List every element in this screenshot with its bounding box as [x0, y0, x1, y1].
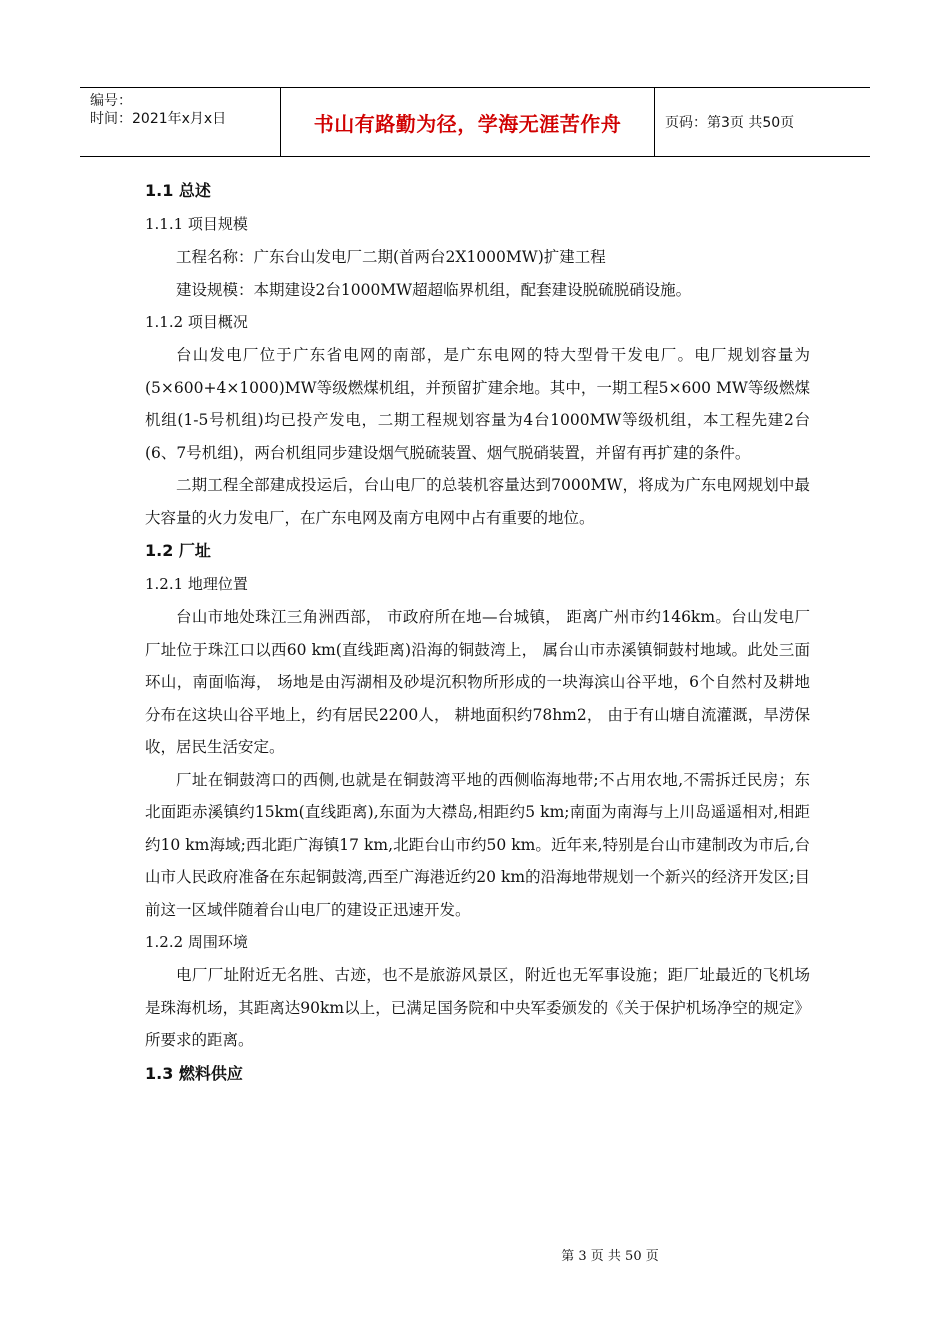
geography-paragraph-1: 台山市地处珠江三角洲西部， 市政府所在地—台城镇， 距离广州市约146km。台山发电厂厂址位于珠江口以西60 km(直线距离)沿海的铜鼓湾上， 属台山市赤溪镇铜鼓村地域。此处三面环山，南面临海， 场地是由泻湖相及砂堤沉积物所形成的一块海滨山谷平地，6个自然村及耕地分布在这块山谷平地上，约有居民2200人， 耕地面积约78hm2， 由于有山塘自流灌溉，旱涝保收，居民生活安定。 [145, 608, 810, 756]
header-motto: 书山有路勤为径，学海无涯苦作舟 [281, 88, 655, 156]
section-heading-1-3: 1.3 燃料供应 [145, 1063, 243, 1083]
header-table [80, 87, 870, 157]
build-scale-line: 建设规模：本期建设2台1000MW超超临界机组，配套建设脱硫脱硝设施。 [176, 280, 692, 299]
geography-paragraph-2: 厂址在铜鼓湾口的西侧,也就是在铜鼓湾平地的西侧临海地带;不占用农地,不需拆迁民房；东北面距赤溪镇约15km(直线距离),东面为大襟岛,相距约5 km;南面为南海与上川岛遥遥相对,相距约10 km海域;西北距广海镇17 km,北距台山市约50 km。近年来,特别是台山市建制改为市后,台山市人民政府准备在东起铜鼓湾,西至广海港近约20 km的沿海地带规划一个新兴的经济开发区;目前这一区域伴随着台山电厂的建设正迅速开发。 [145, 770, 810, 919]
section-heading-1-2-2: 1.2.2 周围环境 [145, 933, 248, 951]
overview-paragraph-2: 二期工程全部建成投运后，台山电厂的总装机容量达到7000MW，将成为广东电网规划中最大容量的火力发电厂，在广东电网及南方电网中占有重要的地位。 [145, 476, 810, 527]
document-date: 时间：2021年x月x日 [90, 111, 227, 127]
header-page-info: 页码：第3页 共50页 [665, 115, 795, 131]
section-heading-1-1: 1.1 总述 [145, 181, 211, 200]
section-heading-1-1-1: 1.1.1 项目规模 [145, 215, 248, 233]
footer-page-number: 第 3 页 共 50 页 [561, 1249, 659, 1264]
document-body [145, 174, 810, 1091]
header-meta [80, 88, 281, 156]
overview-paragraph-1: 台山发电厂位于广东省电网的南部，是广东电网的特大型骨干发电厂。电厂规划容量为(5×600+4×1000)MW等级燃煤机组，并预留扩建余地。其中，一期工程5×600 MW等级燃煤机组(1-5号机组)均已投产发电，二期工程规划容量为4台1000MW等级机组，本工程先建2台(6、7号机组)，两台机组同步建设烟气脱硫装置、烟气脱硝装置，并留有再扩建的条件。 [145, 346, 810, 462]
section-heading-1-2: 1.2 厂址 [145, 541, 211, 560]
section-heading-1-1-2: 1.1.2 项目概况 [145, 313, 248, 331]
project-name-line: 工程名称：广东台山发电厂二期(首两台2X1000MW)扩建工程 [176, 248, 606, 266]
environment-paragraph: 电厂厂址附近无名胜、古迹，也不是旅游风景区，附近也无军事设施；距厂址最近的飞机场是珠海机场，其距离达90km以上，已满足国务院和中央军委颁发的《关于保护机场净空的规定》所要求的距离。 [145, 966, 810, 1049]
document-number-label: 编号： [90, 93, 132, 109]
page-footer [0, 1245, 950, 1264]
section-heading-1-2-1: 1.2.1 地理位置 [145, 575, 248, 593]
